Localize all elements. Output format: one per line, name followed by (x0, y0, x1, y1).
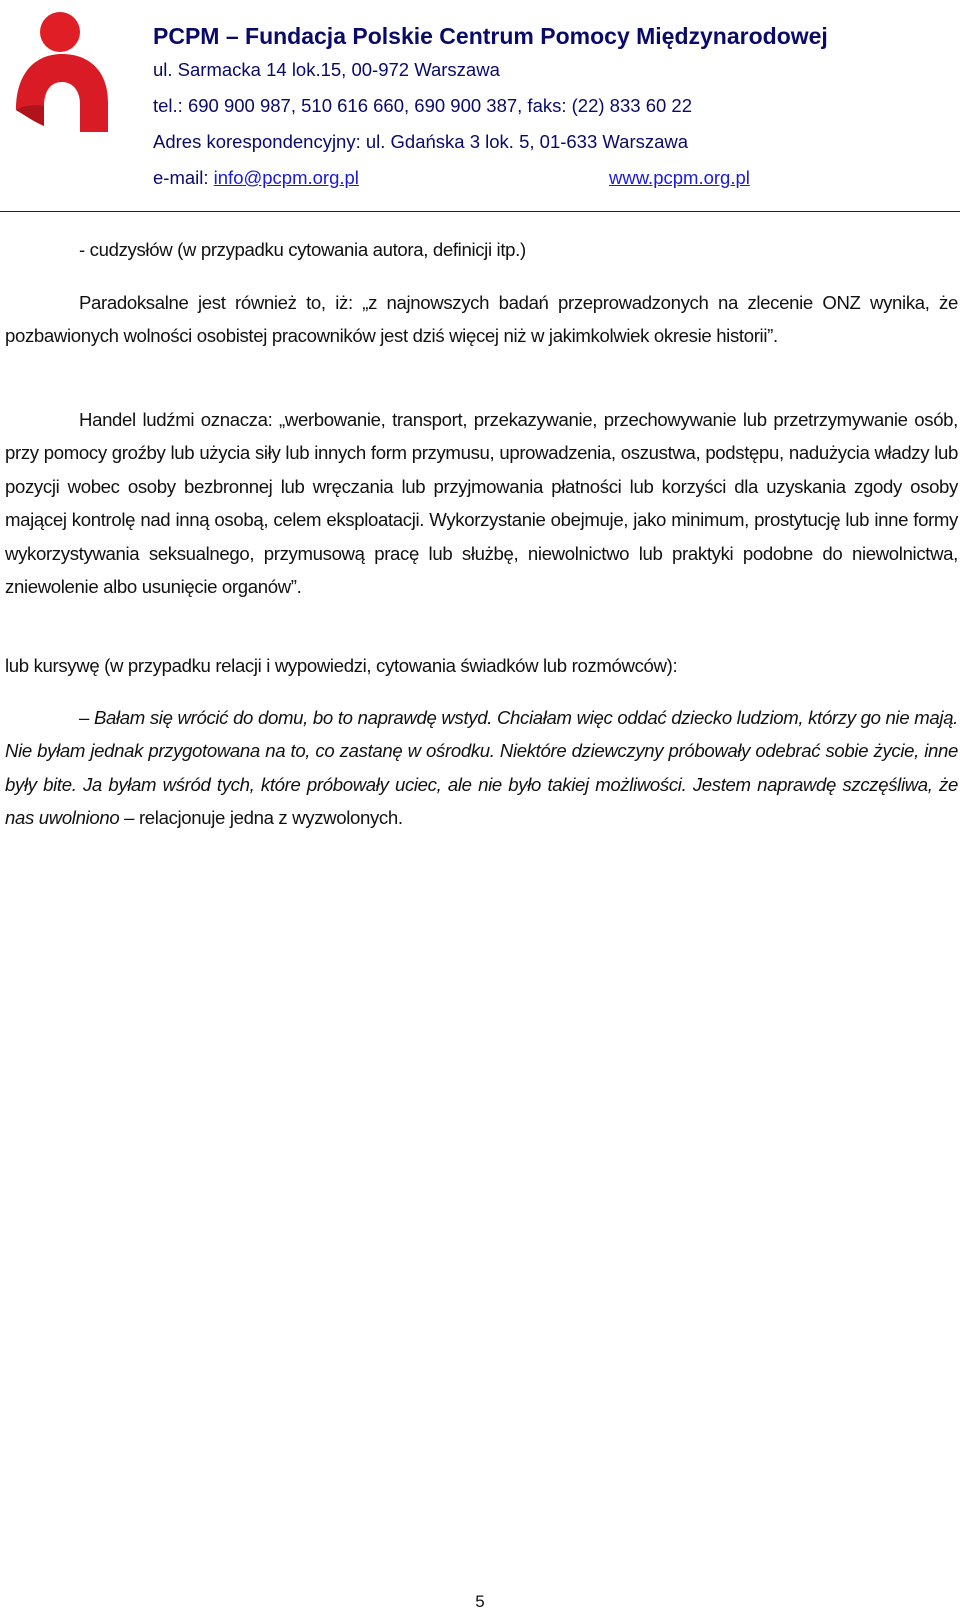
quotes-rule-line: - cudzysłów (w przypadku cytowania autora, definicji itp.) (79, 239, 526, 260)
letterhead (153, 20, 953, 196)
header-divider (0, 211, 960, 212)
paragraph-onz: Paradoksalne jest również to, iż: „z najnowszych badań przeprowadzonych na zlecenie ONZ wynika, że pozbawionych wolności osobistej pracowników jest dziś więcej niż w jakimkolwiek okresie historii”. (5, 292, 958, 347)
page-number: 5 (475, 1592, 485, 1611)
email-label: e-mail: (153, 167, 214, 188)
contact-row (153, 160, 953, 196)
testimony-quote: – Bałam się wrócić do domu, bo to naprawdę wstyd. Chciałam więc oddać dziecko ludziom, którzy go nie mają. Nie byłam jednak przygotowana na to, co zastanę w ośrodku. Niektóre dziewczyny próbowały odebrać sobie życie, inne były bite. Ja byłam wśród tych, które próbowały uciec, ale nie było takiej możliwości. Jestem naprawdę szczęśliwa, że nas uwolniono (5, 707, 958, 829)
phone-line: tel.: 690 900 987, 510 616 660, 690 900 387, faks: (22) 833 60 22 (153, 95, 692, 116)
testimony-paragraph (5, 701, 958, 835)
testimony-attribution: – relacjonuje jedna z wyzwolonych. (119, 807, 403, 829)
email-link[interactable]: info@pcpm.org.pl (213, 167, 359, 188)
address-line: ul. Sarmacka 14 lok.15, 00-972 Warszawa (153, 59, 500, 80)
paragraph-definition: Handel ludźmi oznacza: „werbowanie, transport, przekazywanie, przechowywanie lub przetrzymywanie osób, przy pomocy groźby lub użycia siły lub innych form przymusu, uprowadzenia, oszustwa, podstępu, nadużycia władzy lub pozycji wobec osoby bezbronnej lub wręczania lub przyjmowania płatności lub korzyści dla uzyskania zgody osoby mającej kontrolę nad inną osobą, celem eksploatacji. Wykorzystanie obejmuje, jako minimum, prostytucję lub inne formy wykorzystywania seksualnego, przymusową pracę lub służbę, niewolnictwo lub praktyki podobne do niewolnictwa, zniewolenie albo usunięcie organów”. (5, 409, 958, 598)
italics-rule-line: lub kursywę (w przypadku relacji i wypowiedzi, cytowania świadków lub rozmówców): (5, 655, 678, 676)
organization-name: PCPM – Fundacja Polskie Centrum Pomocy Międzynarodowej (153, 23, 828, 49)
correspondence-address: Adres korespondencyjny: ul. Gdańska 3 lok. 5, 01-633 Warszawa (153, 131, 689, 152)
website-link[interactable]: www.pcpm.org.pl (609, 167, 750, 188)
pcpm-logo (10, 8, 114, 132)
